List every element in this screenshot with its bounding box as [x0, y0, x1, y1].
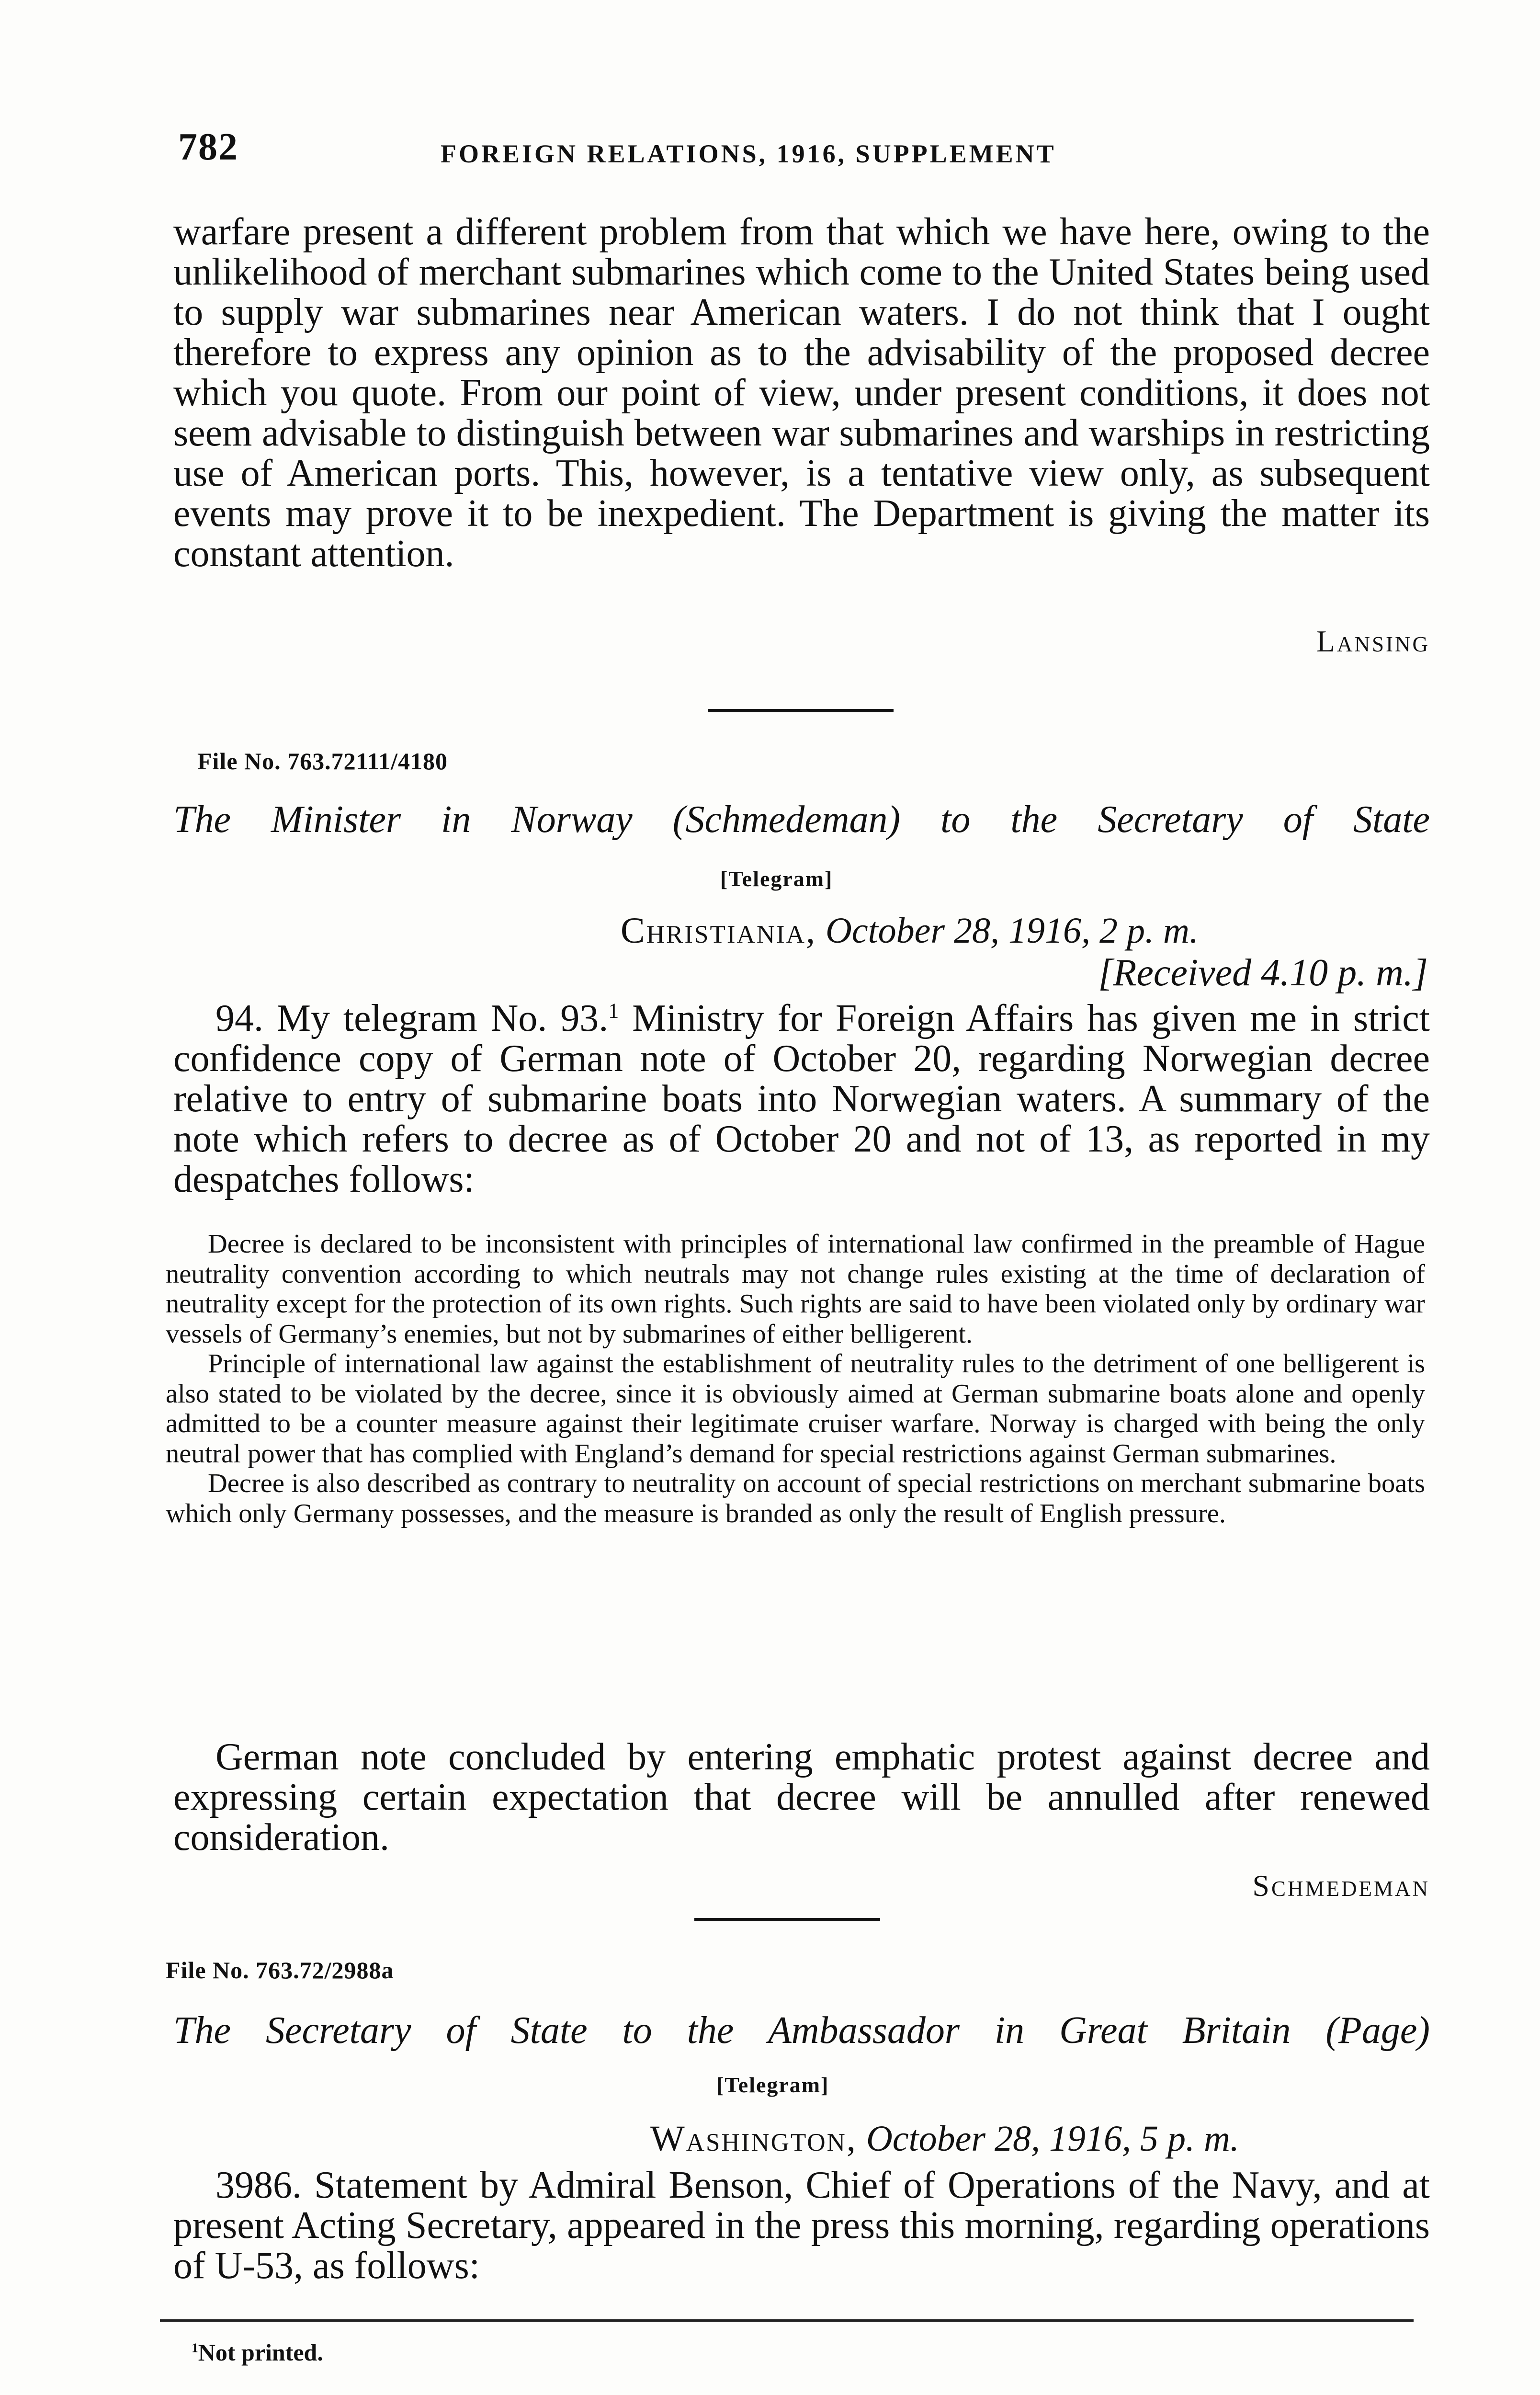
document-title: The Minister in Norway (Schmedeman) to the Secretary of State — [173, 798, 1430, 841]
telegram-paragraph — [173, 998, 1430, 1199]
date: October 28, 1916, 5 p. m. — [866, 2119, 1239, 2159]
extract-paragraph: Decree is also described as contrary to neutrality on account of special restrictions on merchant submarine boats which only Germany possesses, and the measure is branded as only the result of English pressure. — [166, 1469, 1425, 1528]
file-number: File No. 763.72111/4180 — [197, 748, 448, 775]
place-date-line — [650, 2118, 1239, 2160]
signature-lansing: Lansing — [1316, 624, 1430, 658]
footnote-text: Not printed. — [198, 2339, 323, 2366]
received-note: [Received 4.10 p. m.] — [1098, 952, 1428, 994]
footnote-rule — [160, 2319, 1414, 2322]
paragraph-continuation: Ministry for Foreign Affairs has given me in strict confidence copy of German note of October 20, regarding Norwegian decree relative to entry of submarine boats into Norwegian waters. A summary of the note which refers to decree as of October 20 and not of 13, as reported in my despatches follows: — [173, 997, 1430, 1200]
telegram-paragraph: 3986. Statement by Admiral Benson, Chief of Operations of the Navy, and at present Acting Secretary, appeared in the press this morning, regarding operations of U-53, as follows: — [173, 2164, 1430, 2287]
signature-schmedeman: Schmedeman — [1252, 1869, 1430, 1903]
footnote-marker: 1 — [192, 2340, 198, 2355]
place-date-line — [621, 910, 1199, 952]
place: Washington, — [650, 2119, 857, 2159]
date: October 28, 1916, 2 p. m. — [825, 911, 1199, 951]
conclusion-paragraph: German note concluded by entering emphatic protest against decree and expressing certain expectation that decree will be annulled after renewed consideration. — [173, 1736, 1430, 1859]
footnote-reference: 1 — [608, 999, 619, 1023]
telegram-tag: [Telegram] — [716, 2073, 829, 2097]
continuation-paragraph: warfare present a different problem from that which we have here, owing to the unlikelihood of merchant submarines which come to the United States being used to supply war submarines near American waters. I do not think that I ought therefore to express any opinion as to the advisability of the proposed decree which you quote. From our point of view, under present conditions, it does not seem advisable to distinguish between war submarines and warships in restricting use of American ports. This, however, is a tentative view only, as subsequent events may prove it to be inexpedient. The Department is giving the matter its constant attention. — [173, 211, 1430, 575]
note-summary-extract — [166, 1229, 1425, 1528]
page-number: 782 — [178, 126, 238, 168]
document-title: The Secretary of State to the Ambassador in Great Britain (Page) — [173, 2009, 1430, 2052]
telegram-tag: [Telegram] — [720, 867, 833, 891]
paragraph-opening: 94. My telegram No. 93. — [215, 997, 609, 1039]
extract-paragraph: Decree is declared to be inconsistent with principles of international law confirmed in the preamble of Hague neutrality convention according to which neutrals may not change rules existing at the time of declaration of neutrality except for the protection of its own rights. Such rights are said to have been violated only by ordinary war vessels of Germany’s enemies, but not by submarines of either belligerent. — [166, 1229, 1425, 1349]
file-number: File No. 763.72/2988a — [166, 1957, 394, 1984]
extract-paragraph: Principle of international law against the establishment of neutrality rules to the detriment of one belligerent is also stated to be violated by the decree, since it is obviously aimed at German submarine boats alone and openly admitted to be a counter measure against their legitimate cruiser warfare. Norway is charged with being the only neutral power that has complied with England’s demand for special restrictions against German submarines. — [166, 1349, 1425, 1469]
running-head: FOREIGN RELATIONS, 1916, SUPPLEMENT — [441, 139, 1056, 168]
section-divider — [708, 709, 894, 712]
place: Christiania, — [621, 911, 816, 951]
section-divider — [694, 1918, 880, 1921]
footnote — [192, 2338, 323, 2366]
